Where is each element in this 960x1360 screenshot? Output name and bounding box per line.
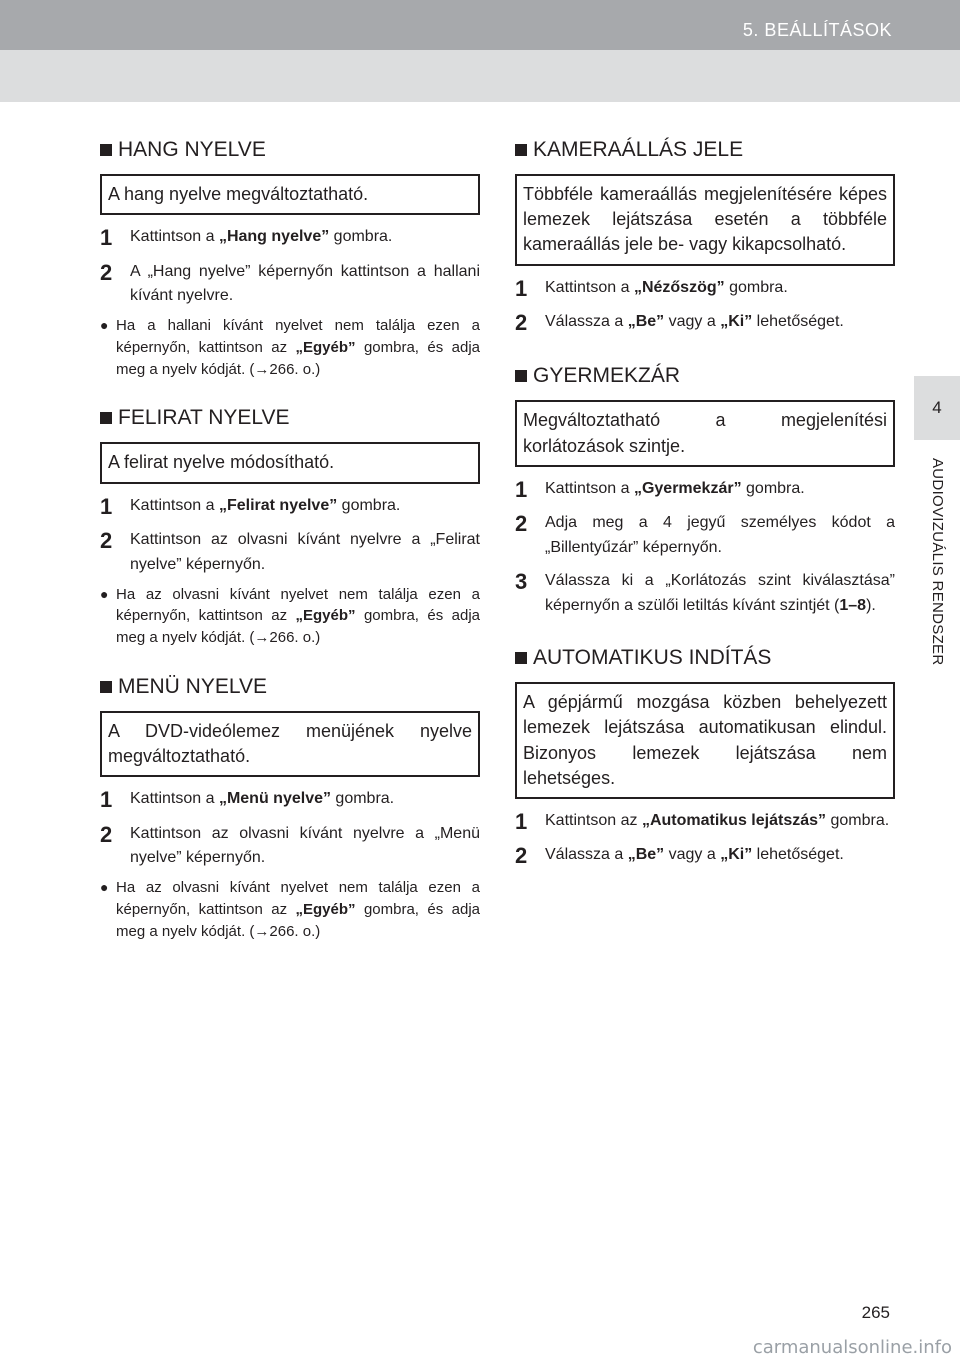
step-number: 2 [515,309,528,335]
step-number: 2 [515,843,528,869]
step-number: 1 [100,787,113,813]
section-heading [515,138,895,162]
step-text: Kattintson az olvasni kívánt nyelvre a „Menü nyelve” képernyőn. [130,824,480,867]
button-reference: „Hang nyelve” [218,228,330,246]
section-heading-text: HANG NYELVE [118,138,266,161]
note-item [100,584,480,649]
square-bullet-icon [100,412,112,424]
section-heading [100,406,480,430]
chapter-number-tab: 4 [914,376,960,440]
info-box: A felirat nyelve módosítható. [100,442,480,483]
step-item [100,528,480,578]
step-text: Kattintson a „Nézőszög” gombra. [545,278,788,296]
info-box: Megváltoztatható a megjelenítési korlátozások szintje. [515,400,895,466]
button-reference: „Nézőszög” [633,278,725,296]
note-item [100,315,480,380]
square-bullet-icon [100,144,112,156]
step-text: Adja meg a 4 jegyű személyes kódot a „Billentyűzár” képernyőn. [545,514,895,556]
chapter-side-label-text: AUDIOVIZUÁLIS RENDSZER [929,458,946,666]
note-text: Ha az olvasni kívánt nyelvet nem találja ezen a képernyőn, kattintson az „Egyéb” gombra, és adja meg a nyelv kódját. (→266. o.) [116,585,481,647]
section-heading-text: FELIRAT NYELVE [118,406,290,430]
step-text: Kattintson a „Hang nyelve” gombra. [130,228,393,246]
note-text: Ha a hallani kívánt nyelvet nem találja ezen a képernyőn, kattintson az „Egyéb” gombra, és adja meg a nyelv kódját. (→266. o.) [116,317,481,378]
step-text: Kattintson az „Automatikus lejátszás” gombra. [545,812,890,830]
step-item [100,822,480,872]
step-text: Válassza a „Be” vagy a „Ki” lehetőséget. [545,846,844,864]
step-number: 3 [515,568,528,594]
step-item [515,276,895,302]
bullet-icon: ● [100,317,109,334]
bullet-icon: ● [100,879,109,896]
step-text: Kattintson a „Menü nyelve” gombra. [130,790,395,808]
section-heading-text: AUTOMATIKUS INDÍTÁS [533,646,772,670]
right-column [515,138,895,876]
section-heading [100,138,480,162]
section-heading [100,675,480,699]
step-text: Kattintson a „Felirat nyelve” gombra. [130,496,401,514]
step-item [515,511,895,561]
page-number: 265 [861,1303,890,1322]
section-heading-text: KAMERAÁLLÁS JELE [533,138,744,161]
step-item [515,843,895,869]
note-text: Ha az olvasni kívánt nyelvet nem találja ezen a képernyőn, kattintson az „Egyéb” gombra, és adja meg a nyelv kódját. (→266. o.) [116,879,481,940]
square-bullet-icon [515,144,527,156]
step-number: 2 [100,528,113,553]
step-text: Kattintson az olvasni kívánt nyelvre a „Felirat nyelve” képernyőn. [130,531,480,573]
step-text: Válassza ki a „Korlátozás szint kiválasztása” képernyőn a szülői letiltás kívánt szintjét (1–8). [545,571,895,614]
step-item [100,787,480,813]
step-text: Válassza a „Be” vagy a „Ki” lehetőséget. [545,312,844,330]
step-item [515,310,895,336]
button-reference: „Automatikus lejátszás” [641,812,827,830]
section-heading [515,646,895,670]
step-number: 2 [100,821,113,847]
step-number: 1 [100,493,113,519]
step-item [515,569,895,619]
square-bullet-icon [515,370,527,382]
step-number: 2 [515,511,528,537]
step-number: 1 [100,225,113,251]
step-number: 1 [515,476,528,502]
step-item [100,494,480,520]
step-number: 2 [100,259,113,285]
header-subbar [0,50,960,102]
step-item [100,225,480,251]
section-title: 5. BEÁLLÍTÁSOK [742,20,892,40]
watermark: carmanualsonline.info [752,1337,952,1358]
step-text: Kattintson a „Gyermekzár” gombra. [545,479,805,497]
info-box: A DVD-videólemez menüjének nyelve megváltoztatható. [100,711,480,777]
note-item [100,877,480,942]
step-item [515,809,895,835]
step-number: 1 [515,275,528,301]
section-heading [515,364,895,388]
square-bullet-icon [515,652,527,664]
step-item [100,260,480,310]
section-heading-text: MENÜ NYELVE [118,674,267,698]
left-column [100,138,480,946]
section-heading-text: GYERMEKZÁR [533,364,681,388]
info-box: Többféle kameraállás megjelenítésére képes lemezek lejátszása esetén a többféle kameraállás jele be- vagy kikapcsolható. [515,174,895,266]
step-number: 1 [515,809,528,835]
step-item [515,477,895,503]
button-reference: „Gyermekzár” [633,479,742,497]
info-box: A gépjármű mozgása közben behelyezett lemezek lejátszása automatikusan elindul. Bizonyos lemezek lejátszása nem lehetséges. [515,682,895,799]
button-reference: „Felirat nyelve” [218,496,338,514]
square-bullet-icon [100,681,112,693]
step-text: A „Hang nyelve” képernyőn kattintson a hallani kívánt nyelvre. [130,262,480,305]
bullet-icon: ● [100,585,109,602]
info-box: A hang nyelve megváltoztatható. [100,174,480,215]
button-reference: „Menü nyelve” [218,790,331,808]
